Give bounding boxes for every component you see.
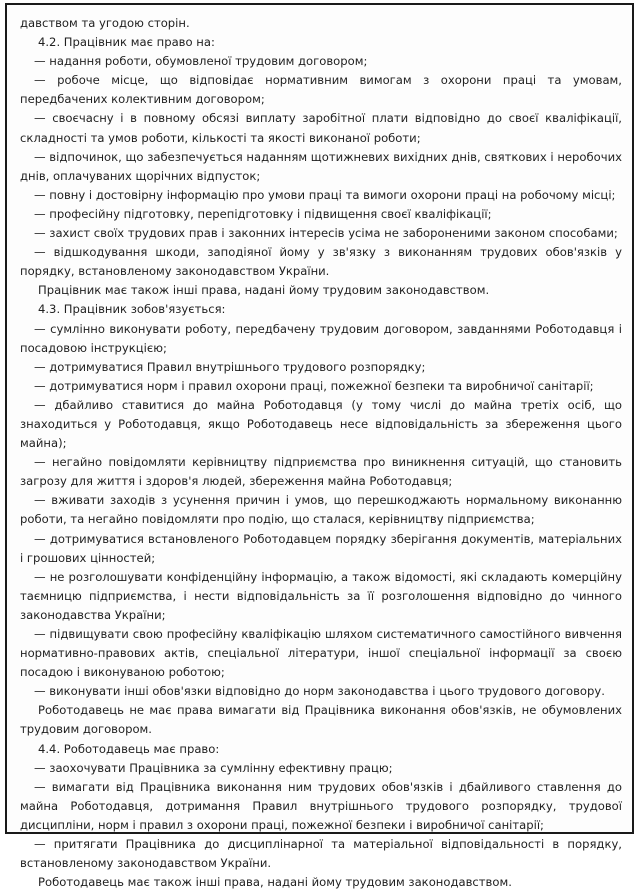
list-item: — дотримуватися встановленого Роботодавцем порядку зберігання документів, матеріальних і грошових цінностей; bbox=[20, 531, 622, 565]
list-item: — вимагати від Працівника виконання ним трудових обов'язків і дбайливого ставлення до майна Роботодавця, дотримання Правил внутрішнього трудового розпорядку, трудової дисципліни, норм і правил з охорони праці, пожежної безпеки і виробничої санітарії; bbox=[20, 779, 622, 832]
section-heading-4-4: 4.4. Роботодавець має право: bbox=[38, 741, 220, 756]
list-item: — надання роботи, обумовленої трудовим договором; bbox=[34, 54, 368, 69]
section-heading-4-2: 4.2. Працівник має право на: bbox=[38, 35, 215, 50]
list-item: — професійну підготовку, перепідготовку і підвищення своєї кваліфікації; bbox=[34, 206, 492, 221]
list-item: — дотримуватися Правил внутрішнього трудового розпорядку; bbox=[34, 359, 426, 374]
list-item: — вживати заходів з усунення причин і умов, що перешкоджають нормальному виконанню роботи, та негайно повідомляти про подію, що сталася, керівництву підприємства; bbox=[20, 493, 622, 527]
list-item: — дбайливо ставитися до майна Роботодавця (у тому числі до майна третіх осіб, що знаходиться у Роботодавця, якщо Роботодавець несе відповідальність за збереження цього майна); bbox=[20, 397, 622, 451]
paragraph: Роботодавець не має права вимагати від Працівника виконання обов'язків, не обумовлених трудовим договором. bbox=[20, 703, 622, 737]
section-heading-4-3: 4.3. Працівник зобов'язується: bbox=[38, 302, 226, 317]
paragraph: Роботодавець має також інші права, надані йому трудовим законодавством. bbox=[38, 875, 512, 890]
list-item: — заохочувати Працівника за сумлінну ефективну працю; bbox=[34, 760, 393, 775]
list-item: — своєчасну і в повному обсязі виплату заробітної плати відповідно до своєї кваліфікації, складності та умов роботи, кількості та якості виконаної роботи; bbox=[20, 111, 622, 145]
list-item: — притягати Працівника до дисциплінарної та матеріальної відповідальності в порядку, встановленому законодавством України. bbox=[20, 837, 622, 871]
list-item: — не розголошувати конфіденційну інформацію, а також відомості, які складають комерційну таємницю підприємства, і нести відповідальність за її розголошення відповідно до чинного законодавства України; bbox=[20, 569, 622, 622]
list-item: — відпочинок, що забезпечується наданням щотижневих вихідних днів, святкових і неробочих днів, оплачуваних щорічних відпусток; bbox=[20, 149, 622, 183]
list-item: — захист своїх трудових прав і законних інтересів усіма не забороненими законом способами; bbox=[34, 226, 618, 241]
paragraph: Працівник має також інші права, надані йому трудовим законодавством. bbox=[38, 283, 490, 298]
list-item: — відшкодування шкоди, заподіяної йому у зв'язку з виконанням трудових обов'язків у порядку, встановленому законодавством України. bbox=[20, 245, 622, 279]
list-item: — робоче місце, що відповідає нормативним вимогам з охорони праці та умовам, передбачених колективним договором; bbox=[20, 73, 622, 107]
list-item: — виконувати інші обов'язки відповідно до норм законодавства і цього трудового договору. bbox=[34, 684, 605, 699]
list-item: — підвищувати свою професійну кваліфікацію шляхом систематичного самостійного вивчення нормативно-правових актів, спеціальної літератури, іншої спеціальної інформації за своєю посадою і виконуваною роботою; bbox=[20, 627, 622, 680]
list-item: — повну і достовірну інформацію про умови праці та вимоги охорони праці на робочому місці; bbox=[34, 187, 616, 202]
list-item: — дотримуватися норм і правил охорони праці, пожежної безпеки та виробничої санітарії; bbox=[34, 378, 594, 393]
list-item: — сумлінно виконувати роботу, передбачену трудовим договором, завданнями Роботодавця і посадовою інструкцією; bbox=[20, 321, 622, 355]
document-body bbox=[20, 14, 622, 892]
paragraph-continuation: давством та угодою сторін. bbox=[20, 16, 190, 30]
list-item: — негайно повідомляти керівництву підприємства про виникнення ситуацій, що становить загрозу для життя і здоров'я людей, збереження майна Роботодавця; bbox=[20, 455, 622, 489]
